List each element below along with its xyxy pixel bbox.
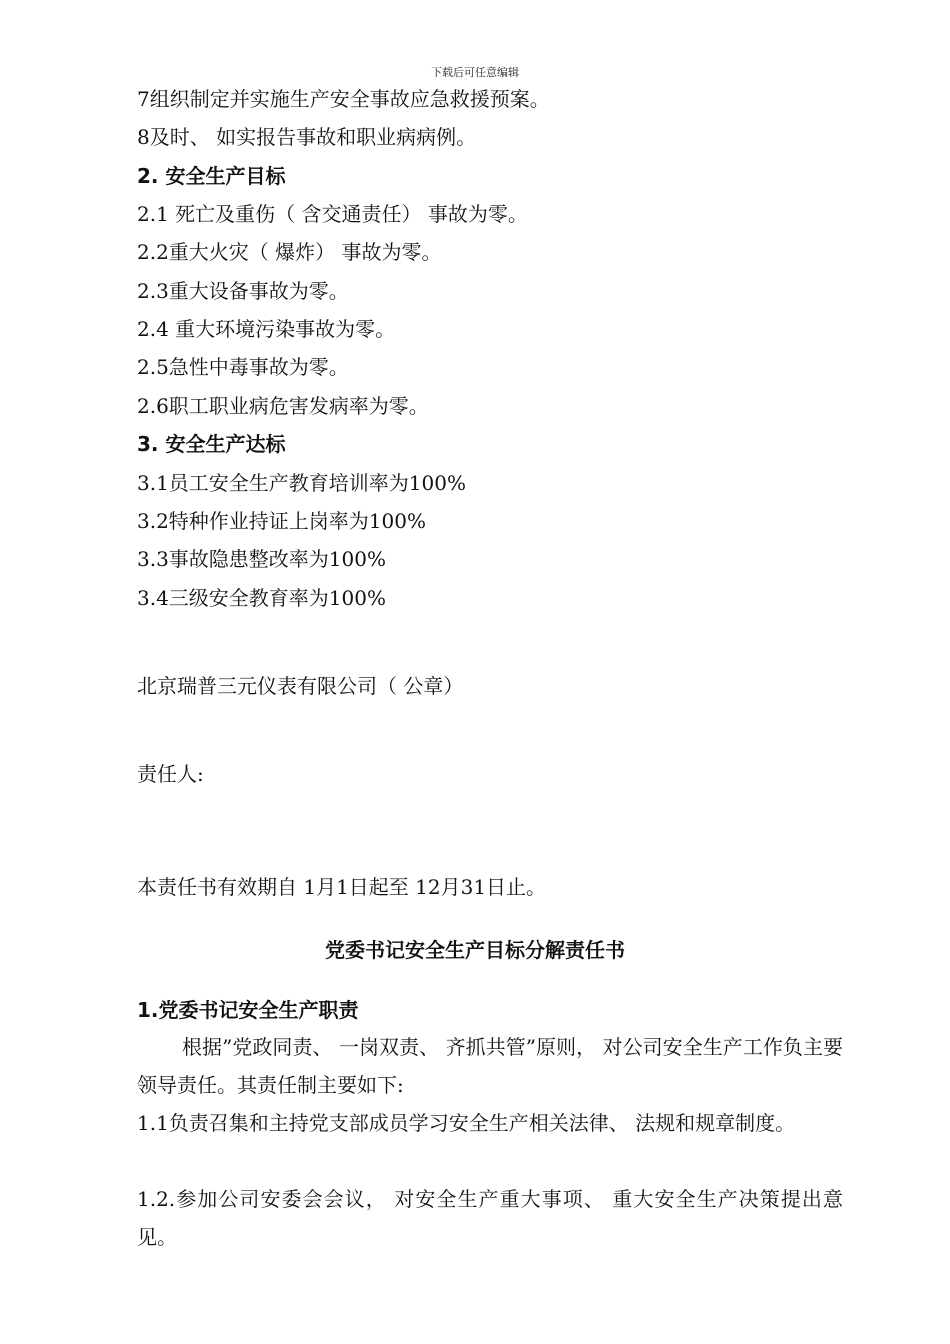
- company-seal-line: 北京瑞普三元仪表有限公司（ 公章）: [137, 674, 464, 698]
- duty-item-7: 7组织制定并实施生产安全事故应急救援预案。: [137, 87, 550, 111]
- duty-item-1-2: 1.2.参加公司安委会会议， 对安全生产重大事项、 重大安全生产决策提出意见。: [137, 1187, 843, 1249]
- target-item-2-2: 2.2重大火灾（ 爆炸） 事故为零。: [137, 240, 442, 264]
- duty-item-1-1: 1.1负责召集和主持党支部成员学习安全生产相关法律、 法规和规章制度。: [137, 1111, 796, 1135]
- target-item-2-6: 2.6职工职业病危害发病率为零。: [137, 394, 429, 418]
- page-header-note: 下载后可任意编辑: [431, 66, 519, 79]
- section-heading-targets: 2. 安全生产目标: [137, 164, 286, 188]
- section-heading-standards: 3. 安全生产达标: [137, 432, 286, 456]
- standard-item-3-2: 3.2特种作业持证上岗率为100%: [137, 509, 426, 533]
- target-item-2-4: 2.4 重大环境污染事故为零。: [137, 317, 396, 341]
- document-title: 党委书记安全生产目标分解责任书: [325, 938, 625, 962]
- target-item-2-3: 2.3重大设备事故为零。: [137, 279, 349, 303]
- target-item-2-5: 2.5急性中毒事故为零。: [137, 355, 349, 379]
- standard-item-3-3: 3.3事故隐患整改率为100%: [137, 547, 386, 571]
- standard-item-3-4: 3.4三级安全教育率为100%: [137, 586, 386, 610]
- duty-item-8: 8及时、 如实报告事故和职业病病例。: [137, 125, 477, 149]
- standard-item-3-1: 3.1员工安全生产教育培训率为100%: [137, 471, 466, 495]
- duty-heading-party-secretary: 1.党委书记安全生产职责: [137, 998, 359, 1022]
- target-item-2-1: 2.1 死亡及重伤（ 含交通责任） 事故为零。: [137, 202, 528, 226]
- duty-intro-paragraph: 根据”党政同责、 一岗双责、 齐抓共管”原则， 对公司安全生产工作负主要领导责任。其责任制主要如下:: [137, 1035, 843, 1097]
- responsible-person-line: 责任人:: [137, 762, 204, 786]
- validity-period-line: 本责任书有效期自 1月1日起至 12月31日止。: [137, 875, 547, 899]
